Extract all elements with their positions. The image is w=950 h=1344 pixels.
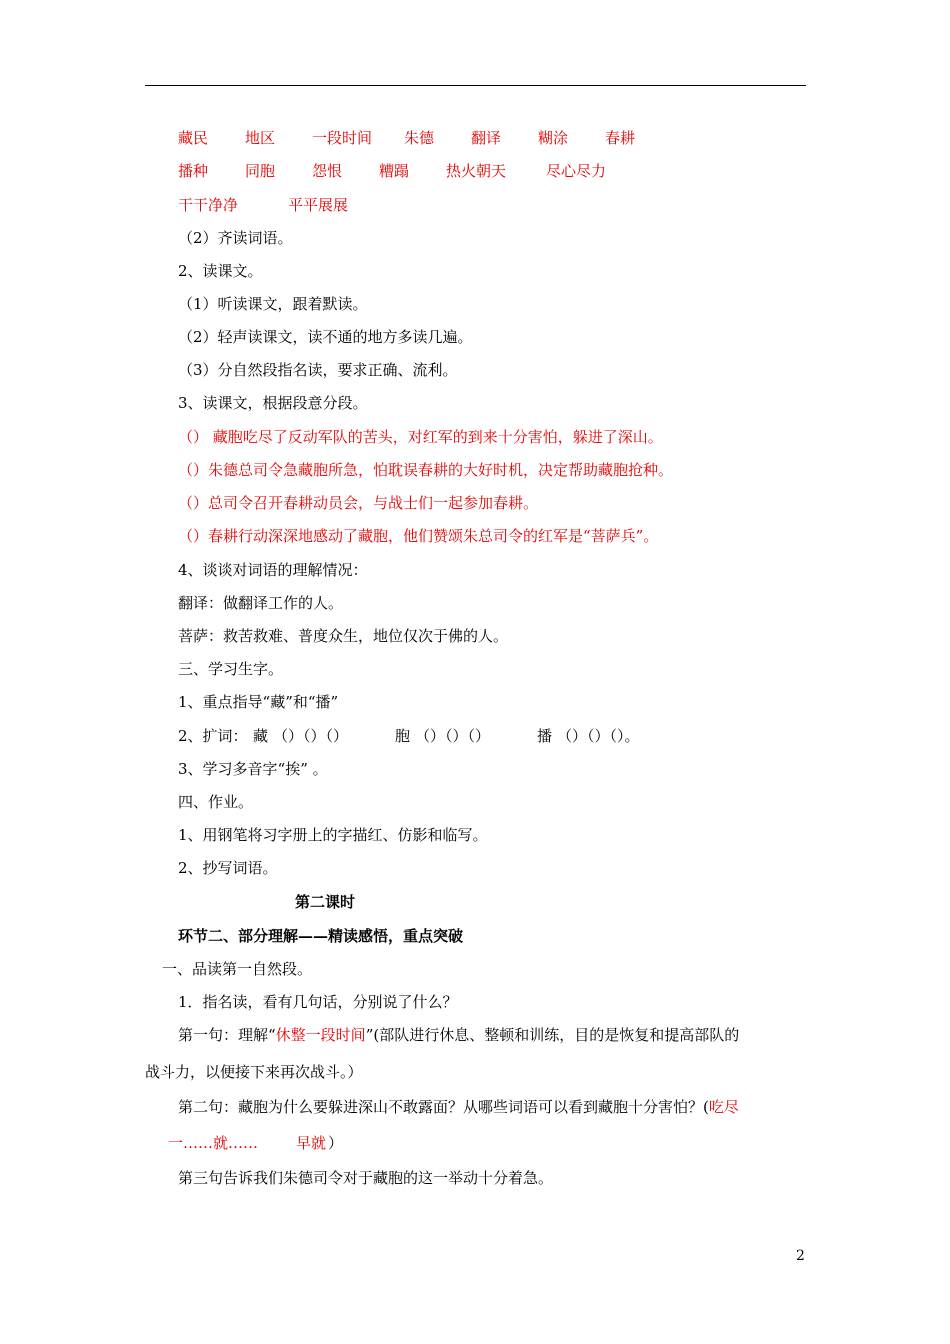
section-3-heading: 三、学习生字。	[178, 660, 284, 678]
vocab-word: 糟蹋	[379, 162, 410, 180]
vocab-word: 干干净净	[178, 196, 239, 214]
expand-label: 2、扩词：	[178, 727, 248, 745]
vocab-word: 热火朝天	[446, 162, 507, 180]
listen-line: （1）听读课文，跟着默读。	[178, 295, 368, 313]
expand-blanks: （）（）（）	[273, 727, 349, 745]
vocab-word: 糊涂	[538, 129, 569, 147]
vocab-word: 同胞	[245, 162, 276, 180]
sentence-1-continuation: 战斗力，以便接下来再次战斗。）	[145, 1063, 363, 1081]
segment-1: （） 藏胞吃尽了反动军队的苦头，对红军的到来十分害怕，躲进了深山。	[178, 428, 663, 446]
read-text-heading: 2、读课文。	[178, 262, 263, 280]
sentence-2-keyword-1: 吃尽	[708, 1098, 739, 1116]
pusa-definition: 菩萨：救苦救难、普度众生，地位仅次于佛的人。	[178, 627, 509, 645]
expand-char: 藏	[253, 727, 269, 745]
stage-2-heading: 环节二、部分理解——精读感悟，重点突破	[178, 927, 464, 945]
section-4-heading: 四、作业。	[178, 793, 254, 811]
sentence-1-keyword: 休整一段时间	[275, 1026, 366, 1044]
sentence-2-question: 第二句：藏胞为什么要躲进深山不敢露面？从哪些词语可以看到藏胞十分害怕？(	[178, 1098, 709, 1116]
vocab-word: 藏民	[178, 129, 209, 147]
fanyi-definition: 翻译：做翻译工作的人。	[178, 594, 344, 612]
soft-read-line: （2）轻声读课文，读不通的地方多读几遍。	[178, 328, 473, 346]
vocab-word: 平平展展	[288, 196, 349, 214]
talk-heading: 4、谈谈对词语的理解情况：	[178, 561, 368, 579]
sentence-2-line	[178, 1097, 739, 1117]
paragraph-read-line: （3）分自然段指名读，要求正确、流利。	[178, 361, 458, 379]
read-words-line: （2）齐读词语。	[178, 229, 293, 247]
sentence-1-explanation: ”(部队进行休息、整顿和训练，目的是恢复和提高部队的	[365, 1026, 740, 1044]
section-1-heading: 一、品读第一自然段。	[162, 960, 313, 978]
question-1: 1．指名读，看有几句话，分别说了什么？	[178, 993, 458, 1011]
sentence-2-keyword-3: 早就	[296, 1134, 327, 1152]
lesson-2-title: 第二课时	[295, 893, 356, 911]
segment-2: （）朱德总司令急藏胞所急，怕耽误春耕的大好时机，决定帮助藏胞抢种。	[178, 461, 674, 479]
sentence-1-line	[178, 1025, 739, 1045]
focus-chars-line: 1、重点指导“藏”和“播”	[178, 693, 339, 711]
divide-heading: 3、读课文，根据段意分段。	[178, 394, 368, 412]
segment-3: （）总司令召开春耕动员会，与战士们一起参加春耕。	[178, 494, 539, 512]
vocab-word: 春耕	[605, 129, 636, 147]
polyphone-line: 3、学习多音字“挨” 。	[178, 760, 328, 778]
sentence-3-line: 第三句告诉我们朱德司令对于藏胞的这一举动十分着急。	[178, 1169, 554, 1187]
homework-2: 2、抄写词语。	[178, 859, 278, 877]
header-rule	[145, 85, 806, 86]
sentence-2-close: ）	[328, 1134, 344, 1152]
page-number: 2	[796, 1248, 805, 1264]
vocab-word: 朱德	[404, 129, 435, 147]
vocab-word: 地区	[245, 129, 276, 147]
sentence-1-prefix: 第一句：理解“	[178, 1026, 276, 1044]
segment-4: （）春耕行动深深地感动了藏胞，他们赞颂朱总司令的红军是“菩萨兵”。	[178, 527, 659, 545]
vocab-word: 尽心尽力	[546, 162, 607, 180]
vocab-word: 翻译	[471, 129, 502, 147]
vocab-word: 一段时间	[312, 129, 373, 147]
expand-blanks: （）（）（）。	[557, 727, 640, 745]
homework-1: 1、用钢笔将习字册上的字描红、仿影和临写。	[178, 826, 488, 844]
vocab-word: 怨恨	[312, 162, 343, 180]
expand-char: 播	[537, 727, 553, 745]
expand-char: 胞	[395, 727, 411, 745]
sentence-2-keyword-2: 一……就……	[168, 1134, 259, 1152]
vocab-word: 播种	[178, 162, 209, 180]
expand-blanks: （）（）（）	[415, 727, 491, 745]
